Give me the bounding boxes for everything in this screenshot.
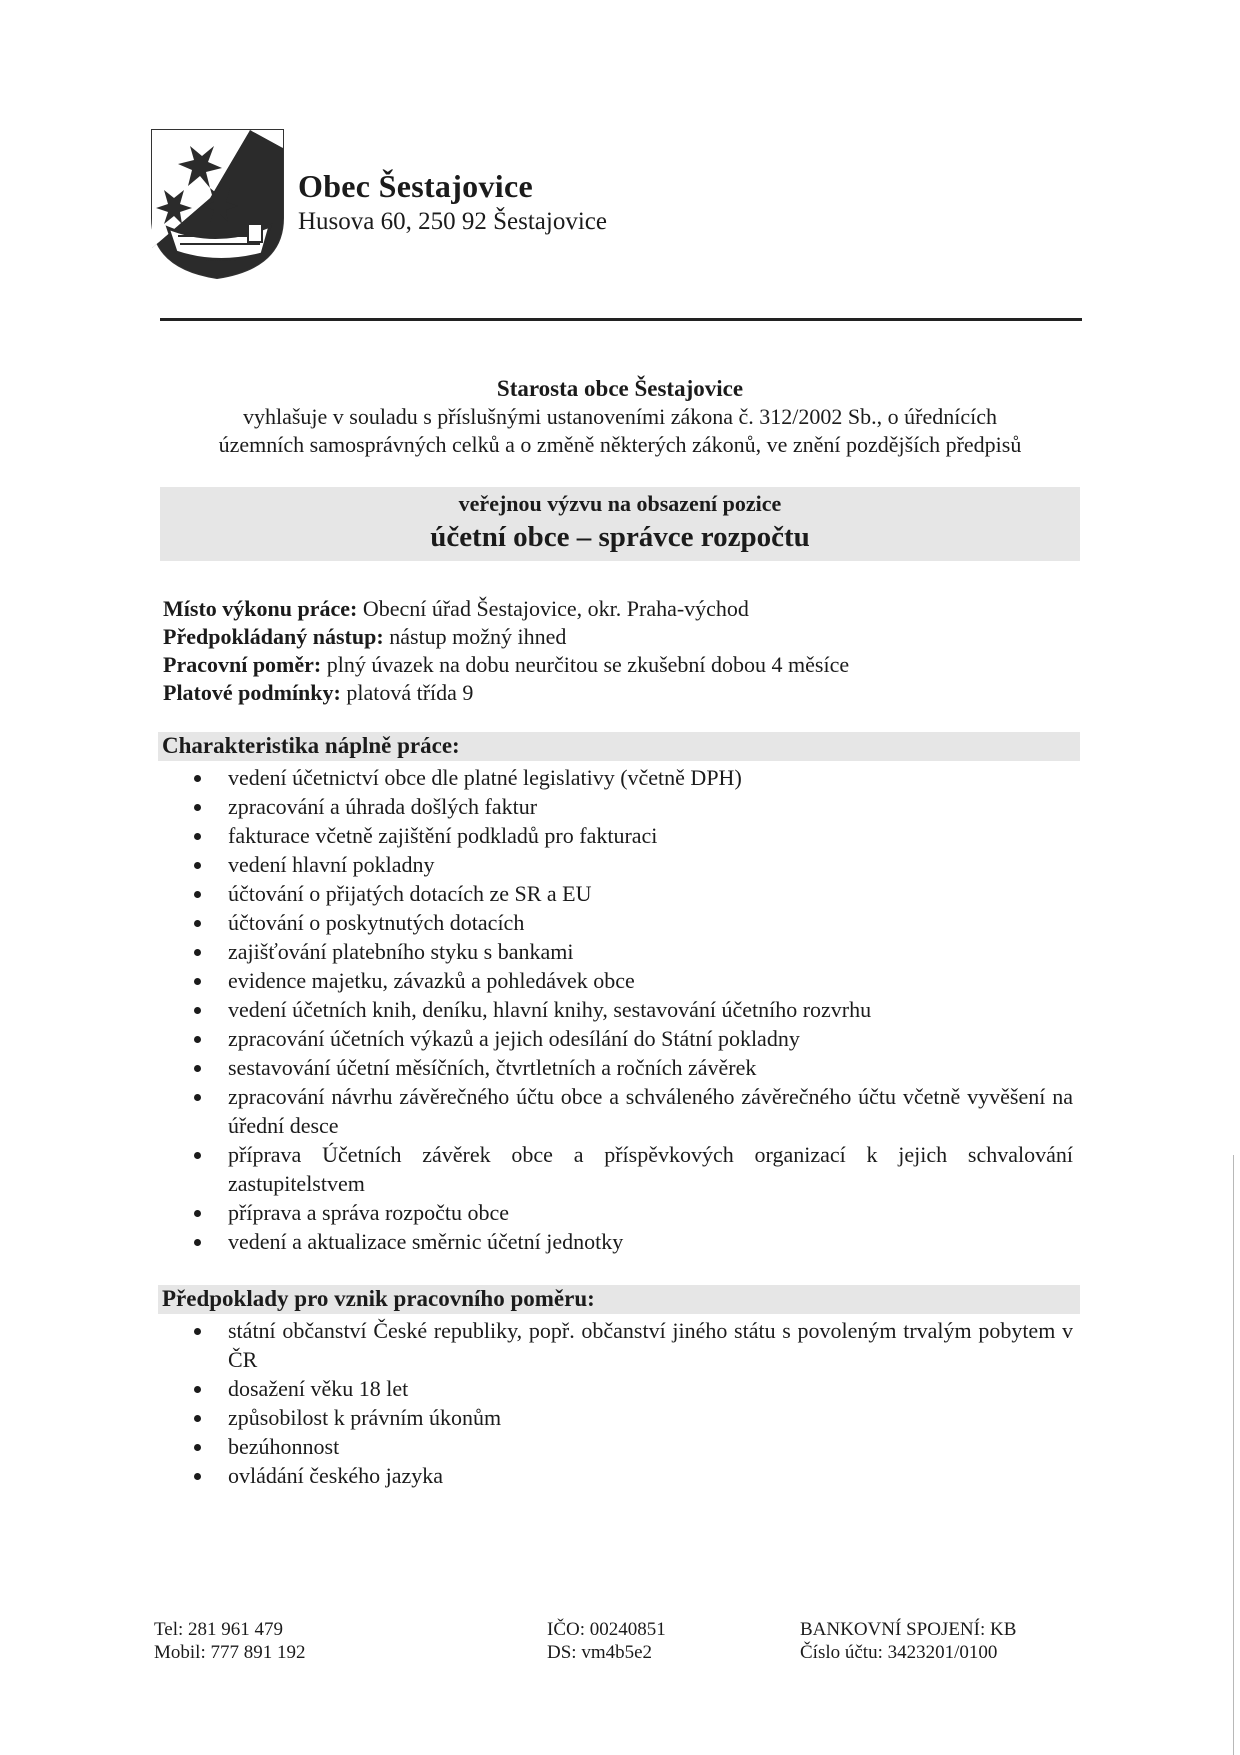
bullet-icon xyxy=(194,1415,201,1422)
list-item-text: ovládání českého jazyka xyxy=(228,1463,444,1488)
footer-ico: IČO: 00240851 xyxy=(547,1619,666,1640)
duties-list xyxy=(0,763,1240,1256)
bullet-icon xyxy=(194,1328,201,1335)
list-item xyxy=(0,1198,1240,1227)
list-item-text: příprava a správa rozpočtu obce xyxy=(228,1200,509,1225)
requirements-heading: Předpoklady pro vznik pracovního poměru: xyxy=(162,1286,595,1311)
list-item xyxy=(0,966,1240,995)
footer-mobil: Mobil: 777 891 192 xyxy=(154,1642,306,1663)
info-salary xyxy=(163,680,473,706)
info-workplace xyxy=(163,596,749,622)
org-name: Obec Šestajovice xyxy=(298,168,533,204)
announcement-band xyxy=(160,487,1080,561)
list-item-text: sestavování účetní měsíčních, čtvrtletních a ročních závěrek xyxy=(228,1055,757,1080)
intro-line-2: územních samosprávných celků a o změně některých zákonů, ve znění pozdějších předpisů xyxy=(218,432,1022,457)
list-item-text: vedení účetnictví obce dle platné legislativy (včetně DPH) xyxy=(228,765,742,790)
list-item-text: státní občanství České republiky, popř. občanství jiného státu s povoleným trvalým pobytem v ČR xyxy=(228,1318,1073,1372)
bullet-icon xyxy=(194,1473,201,1480)
list-item-text: účtování o poskytnutých dotacích xyxy=(228,910,525,935)
duties-heading: Charakteristika náplně práce: xyxy=(162,733,460,758)
bullet-icon xyxy=(194,891,201,898)
coat-of-arms-icon xyxy=(150,128,285,280)
bullet-icon xyxy=(194,1007,201,1014)
list-item-text: fakturace včetně zajištění podkladů pro fakturaci xyxy=(228,823,658,848)
list-item xyxy=(0,995,1240,1024)
list-item xyxy=(0,792,1240,821)
bullet-icon xyxy=(194,1210,201,1217)
position-title: účetní obce – správce rozpočtu xyxy=(430,521,810,553)
intro-title: Starosta obce Šestajovice xyxy=(496,376,744,401)
bullet-icon xyxy=(194,833,201,840)
list-item-text: zpracování účetních výkazů a jejich odesílání do Státní pokladny xyxy=(228,1026,800,1051)
list-item xyxy=(0,879,1240,908)
bullet-icon xyxy=(194,1094,201,1101)
list-item-text: bezúhonnost xyxy=(228,1434,340,1459)
requirements-heading-band xyxy=(158,1285,1080,1314)
footer-ids xyxy=(547,1618,666,1664)
list-item-text: dosažení věku 18 let xyxy=(228,1376,409,1401)
list-item xyxy=(0,1316,1240,1374)
footer-account: Číslo účtu: 3423201/0100 xyxy=(800,1642,998,1663)
duties-heading-band xyxy=(158,732,1080,761)
bullet-icon xyxy=(194,1386,201,1393)
list-item xyxy=(0,1082,1240,1140)
list-item-text: účtování o přijatých dotacích ze SR a EU xyxy=(228,881,592,906)
list-item xyxy=(0,1374,1240,1403)
info-label: Pracovní poměr: xyxy=(163,652,322,677)
list-item xyxy=(0,1227,1240,1256)
list-item-text: příprava Účetních závěrek obce a příspěvkových organizací k jejich schvalování zastupitelstvem xyxy=(228,1142,1073,1196)
bullet-icon xyxy=(194,1065,201,1072)
info-start xyxy=(163,624,566,650)
bullet-icon xyxy=(194,1444,201,1451)
bullet-icon xyxy=(194,862,201,869)
list-item xyxy=(0,937,1240,966)
bullet-icon xyxy=(194,804,201,811)
footer-ds: DS: vm4b5e2 xyxy=(547,1642,653,1663)
list-item xyxy=(0,1140,1240,1198)
list-item-text: zajišťování platebního styku s bankami xyxy=(228,939,574,964)
requirements-list xyxy=(0,1316,1240,1490)
list-item xyxy=(0,1053,1240,1082)
list-item xyxy=(0,1432,1240,1461)
list-item xyxy=(0,908,1240,937)
info-value: Obecní úřad Šestajovice, okr. Praha-východ xyxy=(362,596,749,621)
org-address: Husova 60, 250 92 Šestajovice xyxy=(298,208,607,235)
bullet-icon xyxy=(194,1152,201,1159)
footer-bank-name: BANKOVNÍ SPOJENÍ: KB xyxy=(800,1619,1017,1640)
list-item-text: vedení a aktualizace směrnic účetní jednotky xyxy=(228,1229,624,1254)
info-value: nástup možný ihned xyxy=(389,624,567,649)
list-item-text: způsobilost k právním úkonům xyxy=(228,1405,502,1430)
info-value: platová třída 9 xyxy=(346,680,474,705)
list-item-text: evidence majetku, závazků a pohledávek obce xyxy=(228,968,635,993)
list-item xyxy=(0,1024,1240,1053)
footer-contact xyxy=(154,1618,305,1664)
bullet-icon xyxy=(194,978,201,985)
info-label: Místo výkonu práce: xyxy=(163,596,358,621)
bullet-icon xyxy=(194,775,201,782)
list-item xyxy=(0,1461,1240,1490)
bullet-icon xyxy=(194,920,201,927)
list-item xyxy=(0,850,1240,879)
bullet-icon xyxy=(194,1239,201,1246)
list-item-text: vedení účetních knih, deníku, hlavní knihy, sestavování účetního rozvrhu xyxy=(228,997,872,1022)
list-item xyxy=(0,821,1240,850)
info-label: Platové podmínky: xyxy=(163,680,341,705)
scan-edge-line xyxy=(1233,1155,1234,1755)
footer-bank xyxy=(800,1618,1016,1664)
list-item xyxy=(0,1403,1240,1432)
intro-line-1: vyhlašuje v souladu s příslušnými ustanoveními zákona č. 312/2002 Sb., o úřednících xyxy=(242,404,997,429)
info-employment xyxy=(163,652,849,678)
list-item-text: vedení hlavní pokladny xyxy=(228,852,435,877)
footer-tel: Tel: 281 961 479 xyxy=(154,1619,284,1640)
info-value: plný úvazek na dobu neurčitou se zkušební dobou 4 měsíce xyxy=(326,652,850,677)
bullet-icon xyxy=(194,1036,201,1043)
list-item-text: zpracování návrhu závěrečného účtu obce a schváleného závěrečného účtu včetně vyvěšení na úřední desce xyxy=(228,1084,1073,1138)
announcement-subtitle: veřejnou výzvu na obsazení pozice xyxy=(458,491,782,516)
info-label: Předpokládaný nástup: xyxy=(163,624,384,649)
list-item-text: zpracování a úhrada došlých faktur xyxy=(228,794,538,819)
list-item xyxy=(0,763,1240,792)
header-divider xyxy=(160,318,1082,321)
bullet-icon xyxy=(194,949,201,956)
